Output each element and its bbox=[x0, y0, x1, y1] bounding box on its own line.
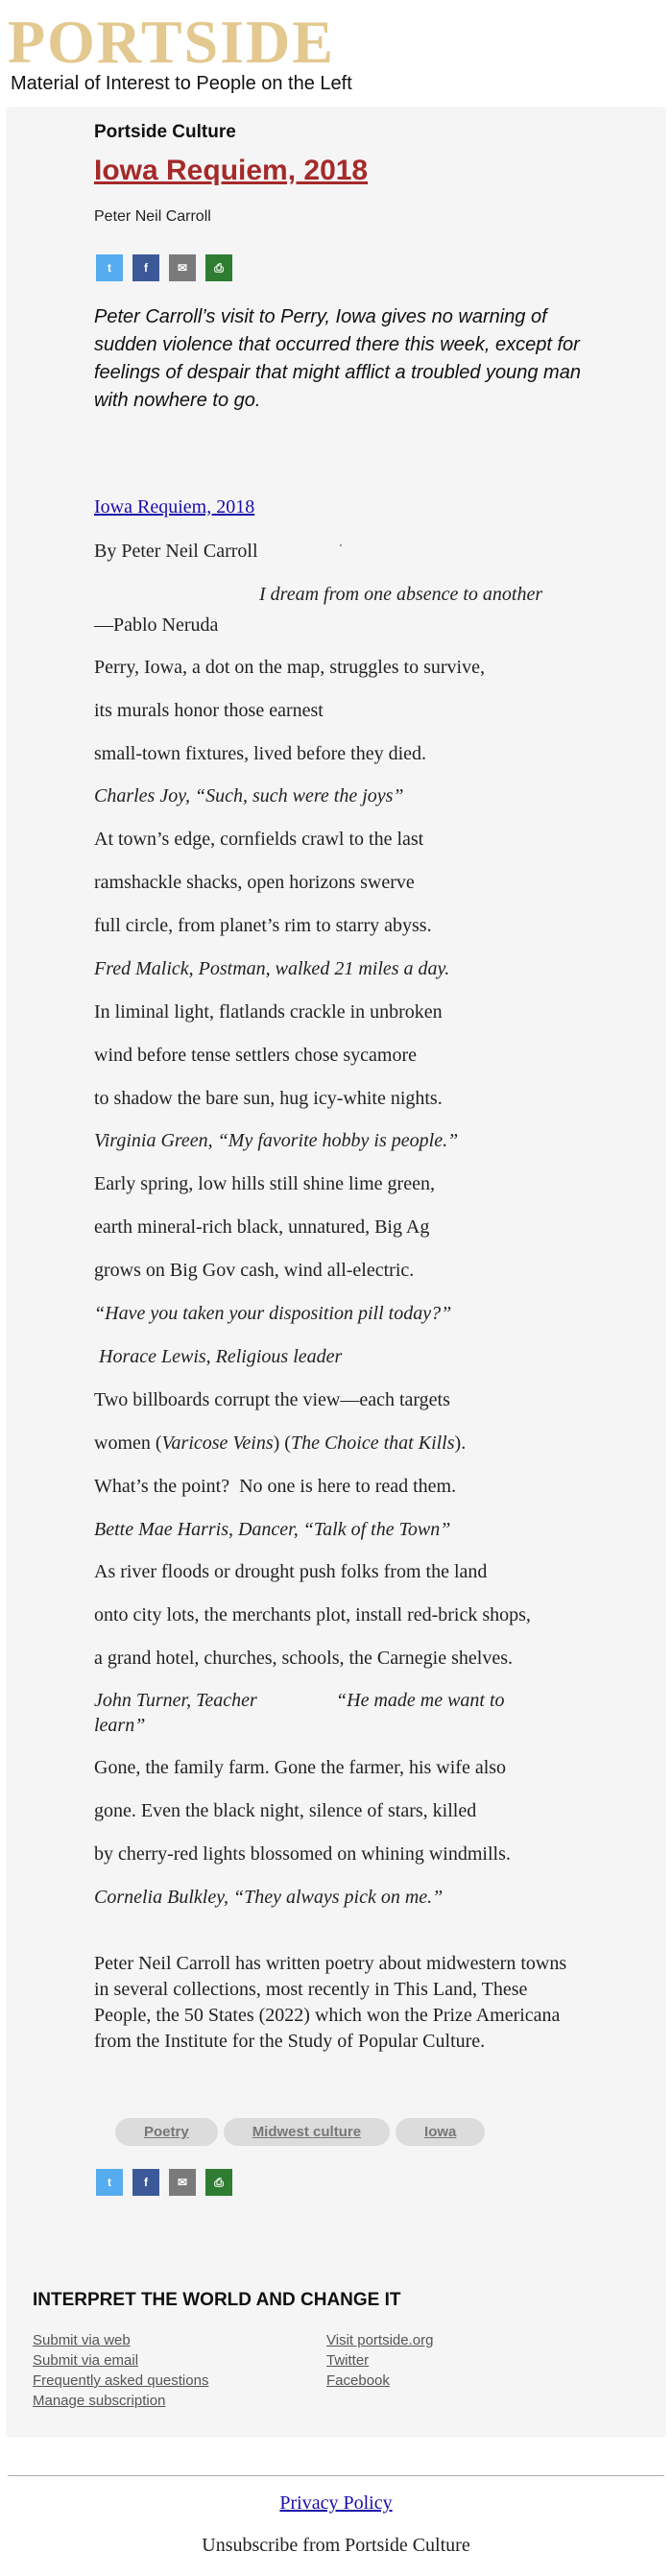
poem-line: wind before tense settlers chose sycamore bbox=[94, 1045, 417, 1066]
privacy-policy-link[interactable]: Privacy Policy bbox=[279, 2492, 393, 2514]
footer-heading: INTERPRET THE WORLD AND CHANGE IT bbox=[33, 2290, 401, 2310]
portside-logo[interactable]: PORTSIDE bbox=[8, 8, 335, 76]
visit-portside-link[interactable]: Visit portside.org bbox=[326, 2332, 434, 2348]
poem-line: Fred Malick, Postman, walked 21 miles a day. bbox=[94, 958, 450, 979]
poem-line-billboards: women (Varicose Veins) (The Choice that Kills). bbox=[94, 1432, 467, 1454]
footer-divider bbox=[8, 2475, 664, 2476]
poem-line: gone. Even the black night, silence of stars, killed bbox=[94, 1800, 477, 1821]
poem-line: a grand hotel, churches, schools, the Carnegie shelves. bbox=[94, 1648, 513, 1669]
unsubscribe-text[interactable]: Unsubscribe from Portside Culture bbox=[202, 2535, 470, 2556]
twitter-link[interactable]: Twitter bbox=[326, 2352, 370, 2369]
facebook-share-icon[interactable]: f bbox=[132, 254, 159, 281]
poem-title-link[interactable]: Iowa Requiem, 2018 bbox=[94, 496, 255, 518]
manage-subscription-link[interactable]: Manage subscription bbox=[33, 2393, 166, 2409]
poem-line: to shadow the bare sun, hug icy-white nights. bbox=[94, 1088, 443, 1109]
poem-line: “He made me want to bbox=[336, 1690, 505, 1711]
poem-line: its murals honor those earnest bbox=[94, 700, 324, 721]
poem-line: Virginia Green, “My favorite hobby is people.” bbox=[94, 1130, 459, 1151]
poem-line: “Have you taken your disposition pill today?” bbox=[94, 1303, 452, 1324]
poem-line: Horace Lewis, Religious leader bbox=[94, 1346, 343, 1367]
poem-line: Gone, the family farm. Gone the farmer, his wife also bbox=[94, 1757, 507, 1778]
epigraph-attribution: —Pablo Neruda bbox=[94, 614, 219, 636]
submit-web-link[interactable]: Submit via web bbox=[33, 2332, 131, 2348]
poem-line: John Turner, Teacher bbox=[94, 1690, 257, 1711]
poem-line: Two billboards corrupt the view—each targets bbox=[94, 1389, 450, 1410]
footer-right-column bbox=[326, 2330, 620, 2411]
poem-line: Charles Joy, “Such, such were the joys” bbox=[94, 785, 404, 807]
epigraph: I dream from one absence to another bbox=[259, 584, 543, 605]
poem-line: small-town fixtures, lived before they died. bbox=[94, 743, 427, 764]
facebook-link[interactable]: Facebook bbox=[326, 2372, 390, 2389]
poem-line: Perry, Iowa, a dot on the map, struggles to survive, bbox=[94, 657, 485, 678]
article-title[interactable]: Iowa Requiem, 2018 bbox=[94, 155, 369, 186]
share-bar-bottom bbox=[96, 2169, 595, 2196]
poem-line: by cherry-red lights blossomed on whining windmills. bbox=[94, 1843, 511, 1865]
poem-line: Bette Mae Harris, Dancer, “Talk of the Town” bbox=[94, 1519, 451, 1540]
twitter-share-icon[interactable]: t bbox=[96, 2169, 123, 2196]
footer-columns bbox=[33, 2330, 628, 2411]
masthead bbox=[0, 0, 672, 104]
print-icon[interactable]: ⎙ bbox=[205, 254, 232, 281]
poem-line: As river floods or drought push folks from the land bbox=[94, 1561, 488, 1582]
tagline: Material of Interest to People on the Left bbox=[11, 73, 352, 94]
article-author: Peter Neil Carroll bbox=[94, 208, 211, 225]
email-share-icon[interactable]: ✉ bbox=[169, 254, 196, 281]
poem-line: full circle, from planet’s rim to starry abyss. bbox=[94, 915, 432, 936]
tag-poetry[interactable]: Poetry bbox=[115, 2118, 218, 2146]
poem-line: Cornelia Bulkley, “They always pick on me.” bbox=[94, 1887, 444, 1908]
poem-line: learn” bbox=[94, 1715, 146, 1736]
twitter-share-icon[interactable]: t bbox=[96, 254, 123, 281]
poem-line: At town’s edge, cornfields crawl to the last bbox=[94, 829, 424, 850]
poem-line: earth mineral-rich black, unnatured, Big Ag bbox=[94, 1216, 430, 1238]
print-icon[interactable]: ⎙ bbox=[205, 2169, 232, 2196]
email-share-icon[interactable]: ✉ bbox=[169, 2169, 196, 2196]
poem-line: In liminal light, flatlands crackle in unbroken bbox=[94, 1001, 443, 1023]
submit-email-link[interactable]: Submit via email bbox=[33, 2352, 139, 2369]
poem-line: ramshackle shacks, open horizons swerve bbox=[94, 872, 415, 893]
facebook-share-icon[interactable]: f bbox=[132, 2169, 159, 2196]
author-bio: Peter Neil Carroll has written poetry about midwestern towns in several collections, most recently in This Land, These People, the 50 States (2022) which won the Prize Americana from the Institute for the Study of Popular Culture. bbox=[94, 1953, 567, 2052]
tag-list bbox=[115, 2118, 485, 2146]
tag-midwest-culture[interactable]: Midwest culture bbox=[224, 2118, 390, 2146]
poem-byline: By Peter Neil Carroll bbox=[94, 541, 258, 562]
poem-line: onto city lots, the merchants plot, install red-brick shops, bbox=[94, 1604, 531, 1625]
article-summary: Peter Carroll’s visit to Perry, Iowa gives no warning of sudden violence that occurred there this week, except for feelings of despair that might afflict a troubled young man with nowhere to go. bbox=[94, 306, 581, 411]
poem-line: Early spring, low hills still shine lime green, bbox=[94, 1173, 435, 1194]
section-label: Portside Culture bbox=[94, 122, 236, 142]
tag-iowa[interactable]: Iowa bbox=[396, 2118, 485, 2146]
footer-links-block bbox=[33, 2290, 628, 2411]
faq-link[interactable]: Frequently asked questions bbox=[33, 2372, 209, 2389]
footer-left-column bbox=[33, 2330, 326, 2411]
poem-line: What’s the point? No one is here to read them. bbox=[94, 1476, 457, 1497]
article-card bbox=[8, 108, 664, 2436]
poem-line: grows on Big Gov cash, wind all-electric. bbox=[94, 1260, 415, 1281]
share-bar-top bbox=[96, 254, 595, 281]
